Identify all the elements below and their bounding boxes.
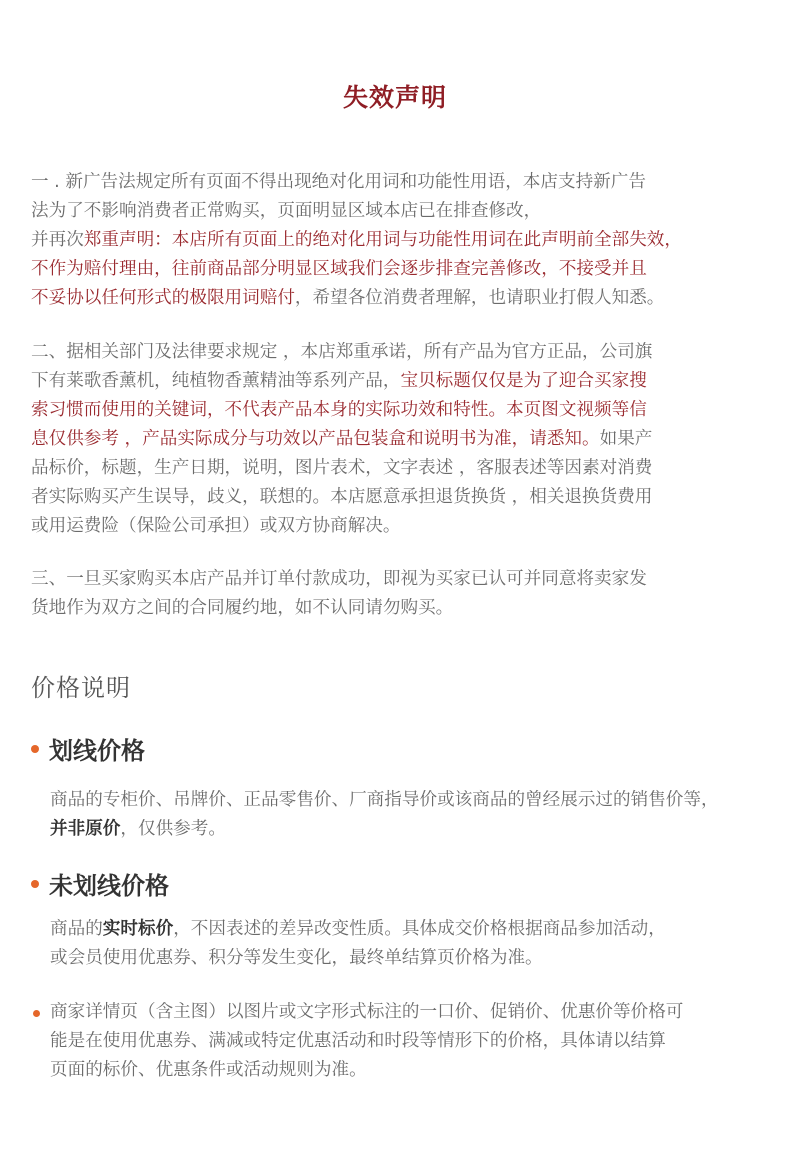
page-title: 失效声明 <box>342 83 447 112</box>
text-line: 商品的专柜价、吊牌价、正品零售价、厂商指导价或该商品的曾经展示过的销售价等， <box>50 790 719 810</box>
disclaimer-paragraph-3 <box>31 565 766 623</box>
strike-price-description <box>50 786 778 844</box>
text-line: 一 . 新广告法规定所有页面不得出现绝对化用词和功能性用语，本店支持新广告 <box>31 172 646 192</box>
text-line: 三、一旦买家购买本店产品并订单付款成功，即视为买家已认可并同意将卖家发 <box>31 569 647 589</box>
text-line <box>31 226 766 255</box>
highlight-text: 不作为赔付理由，往前商品部分明显区域我们会逐步排查完善修改，不接受并且 <box>31 259 647 279</box>
highlight-text: 息仅供参考 ，产品实际成分与功效以产品包装盒和说明书为准，请悉知。 <box>31 429 600 449</box>
price-section-heading: 价格说明 <box>31 674 131 702</box>
nostrike-price-description <box>50 915 778 973</box>
bullet-dot-icon <box>31 745 39 753</box>
text-line: 者实际购买产生误导，歧义，联想的。本店愿意承担退货换货 ，相关退换货费用 <box>31 487 653 507</box>
strike-price-heading <box>31 731 145 766</box>
bullet-dot-icon <box>31 880 39 888</box>
bold-text: 并非原价 <box>50 819 121 839</box>
text-line <box>31 284 766 313</box>
text-line: 能是在使用优惠券、满减或特定优惠活动和时段等情形下的价格，具体请以结算 <box>50 1031 666 1051</box>
bold-text: 实时标价 <box>102 919 174 939</box>
highlight-text: 索习惯而使用的关键词，不代表产品本身的实际功效和特性。本页图文视频等信 <box>31 400 647 420</box>
text-line: 品标价，标题，生产日期，说明，图片表术，文字表述 ，客服表述等因素对消费 <box>31 458 653 478</box>
text-span: 如果产 <box>599 429 653 449</box>
text-line <box>31 367 766 396</box>
text-line: 商家详情页（含主图）以图片或文字形式标注的一口价、促销价、优惠价等价格可 <box>50 1002 684 1022</box>
text-line: 货地作为双方之间的合同履约地，如不认同请勿购买。 <box>31 598 454 618</box>
highlight-text: 宝贝标题仅仅是为了迎合买家搜 <box>400 371 647 391</box>
text-line <box>31 425 766 454</box>
text-span: 商品的 <box>50 919 103 939</box>
text-line: 法为了不影响消费者正常购买，页面明显区域本店已在排查修改， <box>31 201 542 221</box>
text-span: ，不因表述的差异改变性质。具体成交价格根据商品参加活动， <box>173 919 666 939</box>
text-line: 页面的标价、优惠条件或活动规则为准。 <box>50 1060 367 1080</box>
highlight-text: 不妥协以任何形式的极限用词赔付 <box>31 288 295 308</box>
text-span: ，希望各位消费者理解，也请职业打假人知悉。 <box>294 288 665 308</box>
text-line <box>50 815 778 844</box>
disclaimer-paragraph-1 <box>31 168 766 313</box>
bullet-dot-icon <box>33 1010 40 1017</box>
text-span: 并再次 <box>31 230 84 250</box>
strike-price-title: 划线价格 <box>49 737 145 765</box>
text-span: 下有莱歌香薰机，纯植物香薰精油等系列产品， <box>31 371 401 391</box>
detail-page-price-note <box>50 998 778 1085</box>
highlight-text: 郑重声明：本店所有页面上的绝对化用词与功能性用词在此声明前全部失效， <box>83 230 682 250</box>
text-line: 二、据相关部门及法律要求规定 ，本店郑重承诺，所有产品为官方正品，公司旗 <box>31 342 653 362</box>
text-line: 或用运费险（保险公司承担）或双方协商解决。 <box>31 516 401 536</box>
nostrike-price-title: 未划线价格 <box>49 872 169 900</box>
text-span: ，仅供参考。 <box>120 819 226 839</box>
text-line <box>50 915 778 944</box>
nostrike-price-heading <box>31 866 169 901</box>
text-line: 或会员使用优惠券、积分等发生变化，最终单结算页价格为准。 <box>50 948 543 968</box>
disclaimer-paragraph-2 <box>31 338 766 541</box>
